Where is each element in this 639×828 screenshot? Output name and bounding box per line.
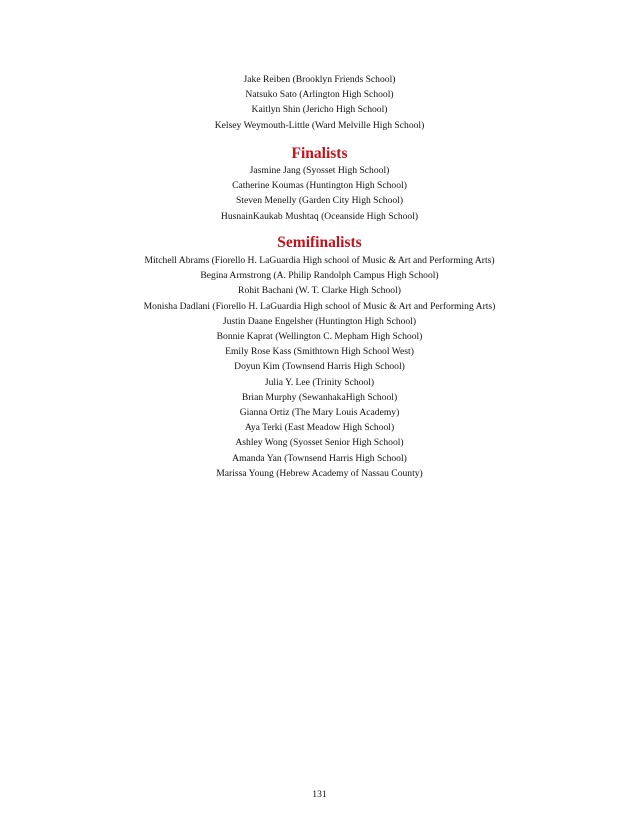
list-item: Gianna Ortiz (The Mary Louis Academy) — [239, 407, 400, 419]
list-item: Steven Menelly (Garden City High School) — [235, 195, 404, 207]
finalists-heading: Finalists — [291, 145, 348, 162]
list-item: Kaitlyn Shin (Jericho High School) — [251, 104, 388, 116]
list-item: Doyun Kim (Townsend Harris High School) — [234, 361, 405, 373]
list-item: Begina Armstrong (A. Philip Randolph Campus High School) — [200, 270, 439, 282]
list-item: Mitchell Abrams (Fiorello H. LaGuardia High school of Music & Art and Performing Arts) — [144, 255, 495, 266]
list-item: Emily Rose Kass (Smithtown High School West) — [225, 346, 414, 358]
list-item: Monisha Dadlani (Fiorello H. LaGuardia High school of Music & Art and Performing Arts) — [143, 300, 496, 312]
list-item: Jasmine Jang (Syosset High School) — [249, 165, 390, 176]
list-item: Marissa Young (Hebrew Academy of Nassau County) — [216, 467, 423, 479]
list-item: Amanda Yan (Townsend Harris High School) — [232, 452, 407, 464]
list-item: Bonnie Kaprat (Wellington C. Mepham High School) — [216, 331, 423, 343]
list-item: Justin Daane Engelsher (Huntington High School) — [222, 315, 417, 327]
list-item: Jake Reiben (Brooklyn Friends School) — [243, 74, 396, 85]
list-item: Ashley Wong (Syosset Senior High School) — [235, 437, 404, 449]
semifinalists-heading: Semifinalists — [277, 234, 362, 251]
list-item: Aya Terki (East Meadow High School) — [244, 422, 395, 434]
list-item: HusnainKaukab Mushtaq (Oceanside High School) — [220, 210, 419, 222]
page-number: 131 — [312, 789, 327, 800]
finalists-list — [0, 163, 639, 224]
list-item: Kelsey Weymouth-Little (Ward Melville High School) — [214, 119, 425, 131]
semifinalists-list — [0, 253, 639, 481]
list-item: Rohit Bachani (W. T. Clarke High School) — [238, 285, 401, 297]
list-item: Natsuko Sato (Arlington High School) — [245, 89, 394, 101]
list-item: Catherine Koumas (Huntington High School) — [232, 180, 407, 192]
winners-list — [0, 72, 639, 133]
list-item: Julia Y. Lee (Trinity School) — [264, 376, 375, 388]
list-item: Brian Murphy (SewanhakaHigh School) — [241, 391, 398, 403]
